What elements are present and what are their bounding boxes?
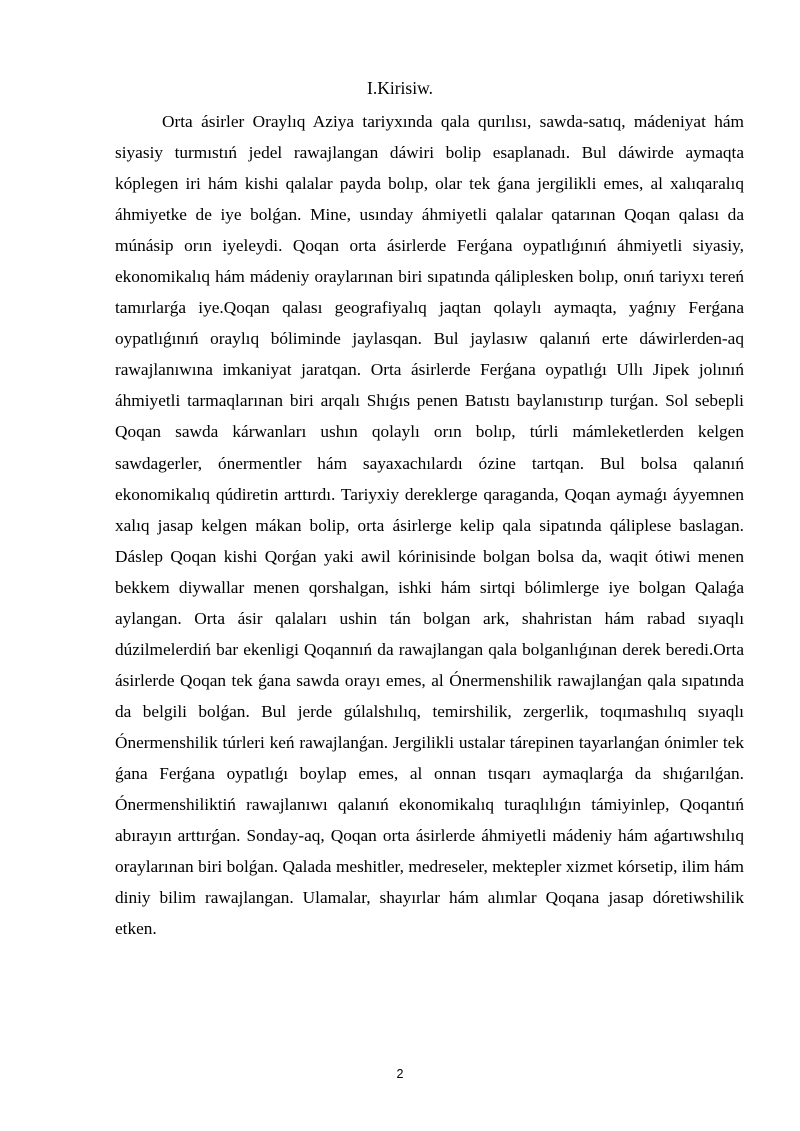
body-paragraph: Orta ásirler Oraylıq Aziya tariyxında qala qurılısı, sawda-satıq, mádeniyat hám siyasiy turmıstıń jedel rawajlangan dáwiri bolip esaplanadı. Bul dáwirde aymaqta kóplegen iri hám kishi qalalar payda bolıp, olar tek ǵana jergilikli emes, al xalıqaralıq áhmiyetke de iye bolǵan. Mine, usınday áhmiyetli qalalar qatarınan Qoqan qalası da múnásip orın iyeleydi. Qoqan orta ásirlerde Ferǵana oypatlıǵınıń áhmiyetli siyasiy, ekonomikalıq hám mádeniy oraylarınan biri sıpatında qáliplesken bolıp, onıń tariyxı tereń tamırlarǵa iye.Qoqan qalası geografiyalıq jaqtan qolaylı aymaqta, yaǵnıy Ferǵana oypatlıǵınıń oraylıq bóliminde jaylasqan. Bul jaylasıw qalanıń erte dáwirlerden-aq rawajlanıwına imkaniyat jaratqan. Orta ásirlerde Ferǵana oypatlıǵı Ullı Jipek jolınıń áhmiyetli tarmaqlarınan biri arqalı Shıǵıs penen Batıstı baylanıstırıp turǵan. Sol sebepli Qoqan sawda kárwanları ushın qolaylı orın bolıp, túrli mámleketlerden kelgen sawdagerler, ónermentler hám sayaxachılardı ózine tartqan. Bul bolsa qalanıń ekonomikalıq qúdiretin arttırdı. Tariyxiy dereklerge qaraganda, Qoqan aymaǵı áyyemnen xalıq jasap kelgen mákan bolip, orta ásirlerge kelip qala sipatında qáliplese baslagan. Dáslep Qoqan kishi Qorǵan yaki awil kórinisinde bolgan bolsa da, waqit ótiwi menen bekkem diywallar menen qorshalgan, ishki hám sirtqi bólimlerge iye bolgan Qalaǵa aylangan. Orta ásir qalaları ushin tán bolgan ark, shahristan hám rabad sıyaqlı dúzilmelerdiń bar ekenligi Qoqannıń da rawajlangan qala bolganlıǵınan derek beredi.Orta ásirlerde Qoqan tek ǵana sawda orayı emes, al Ónermenshilik rawajlanǵan qala sıpatında da belgili bolǵan. Bul jerde gúlalshılıq, temirshilik, zergerlik, toqımashılıq sıyaqlı Ónermenshilik túrleri keń rawajlanǵan. Jergilikli ustalar tárepinen tayarlanǵan ónimler tek ǵana Ferǵana oypatlıǵı boylap emes, al onnan tısqarı aymaqlarǵa da shıǵarılǵan. Ónermenshiliktiń rawajlanıwı qalanıń ekonomikalıq turaqlılıǵın támiyinlep, Qoqantıń abırayın arttırǵan. Sonday-aq, Qoqan orta ásirlerde áhmiyetli mádeniy hám aǵartıwshılıq oraylarınan biri bolǵan. Qalada meshitler, medreseler, mektepler xizmet kórsetip, ilim hám diniy bilim rawajlangan. Ulamalar, shayırlar hám alımlar Qoqana jasap dóretiwshilik etken. [115,112,744,939]
page-number: 2 [396,1067,404,1081]
section-heading: I.Kirisiw. [367,78,433,98]
